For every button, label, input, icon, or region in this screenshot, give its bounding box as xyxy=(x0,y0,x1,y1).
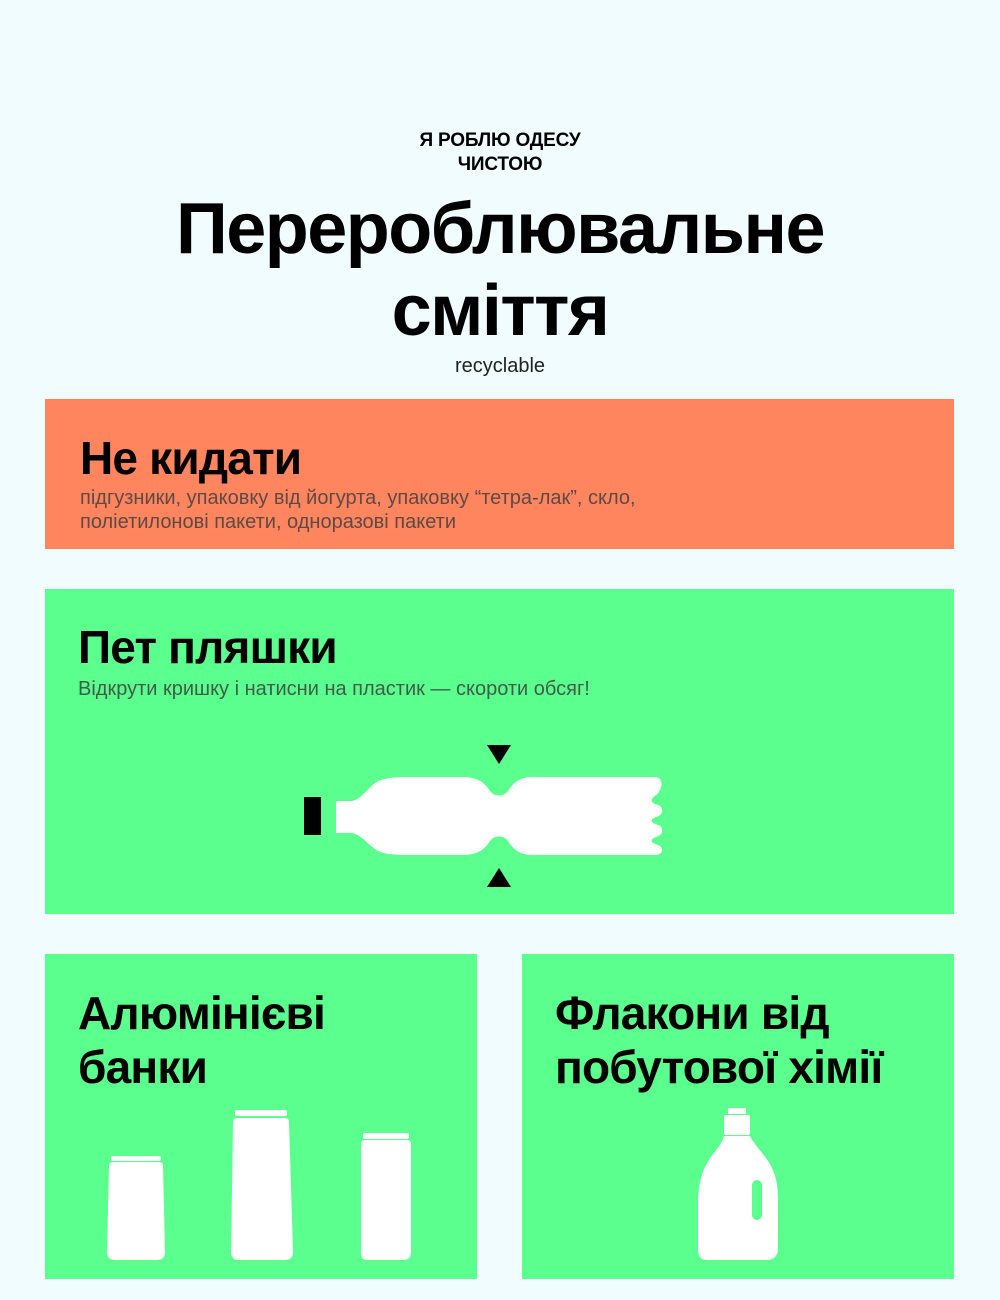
do-not-throw-card xyxy=(45,399,954,549)
aluminum-cans-title xyxy=(78,986,325,1094)
bottle-cap-icon xyxy=(304,797,321,835)
do-not-throw-title: Не кидати xyxy=(80,432,302,484)
pet-bottles-title: Пет пляшки xyxy=(78,621,337,673)
chemical-bottles-title xyxy=(555,986,882,1094)
kicker-line-2: ЧИСТОЮ xyxy=(457,154,543,175)
page-title xyxy=(0,188,1000,352)
page-title-line-1: Перероблювальне xyxy=(175,189,825,269)
bottle-body-icon xyxy=(336,777,662,855)
medium-can-icon xyxy=(361,1133,411,1260)
chemical-bottles-title-line-1: Флакони від xyxy=(555,987,829,1039)
do-not-throw-text-line-2: поліетилонові пакети, одноразові пакети xyxy=(80,511,457,533)
kicker-line-1: Я РОБЛЮ ОДЕСУ xyxy=(419,130,581,151)
tall-can-icon xyxy=(231,1110,293,1260)
cans-illustration xyxy=(105,1104,425,1264)
squeezed-bottle-illustration xyxy=(300,739,670,899)
aluminum-cans-card xyxy=(45,954,477,1279)
do-not-throw-text-line-1: підгузники, упаковку від йогурта, упаковку “тетра-лак”, скло, xyxy=(80,487,636,509)
page-subtitle: recyclable xyxy=(454,355,546,377)
chemical-bottles-title-line-2: побутової хімії xyxy=(555,1041,883,1093)
press-up-arrow-icon xyxy=(487,868,511,887)
press-down-arrow-icon xyxy=(487,745,511,764)
pet-bottles-text: Відкрути кришку і натисни на пластик — скороти обсяг! xyxy=(78,678,590,700)
do-not-throw-text xyxy=(80,486,900,534)
chemical-bottles-card xyxy=(522,954,954,1279)
detergent-bottle-icon xyxy=(692,1106,782,1266)
kicker xyxy=(0,129,1000,177)
small-can-icon xyxy=(107,1156,165,1260)
pet-bottles-card xyxy=(45,589,954,914)
aluminum-cans-title-line-1: Алюмінієві xyxy=(78,987,325,1039)
aluminum-cans-title-line-2: банки xyxy=(78,1041,208,1093)
page-title-line-2: сміття xyxy=(391,271,609,351)
